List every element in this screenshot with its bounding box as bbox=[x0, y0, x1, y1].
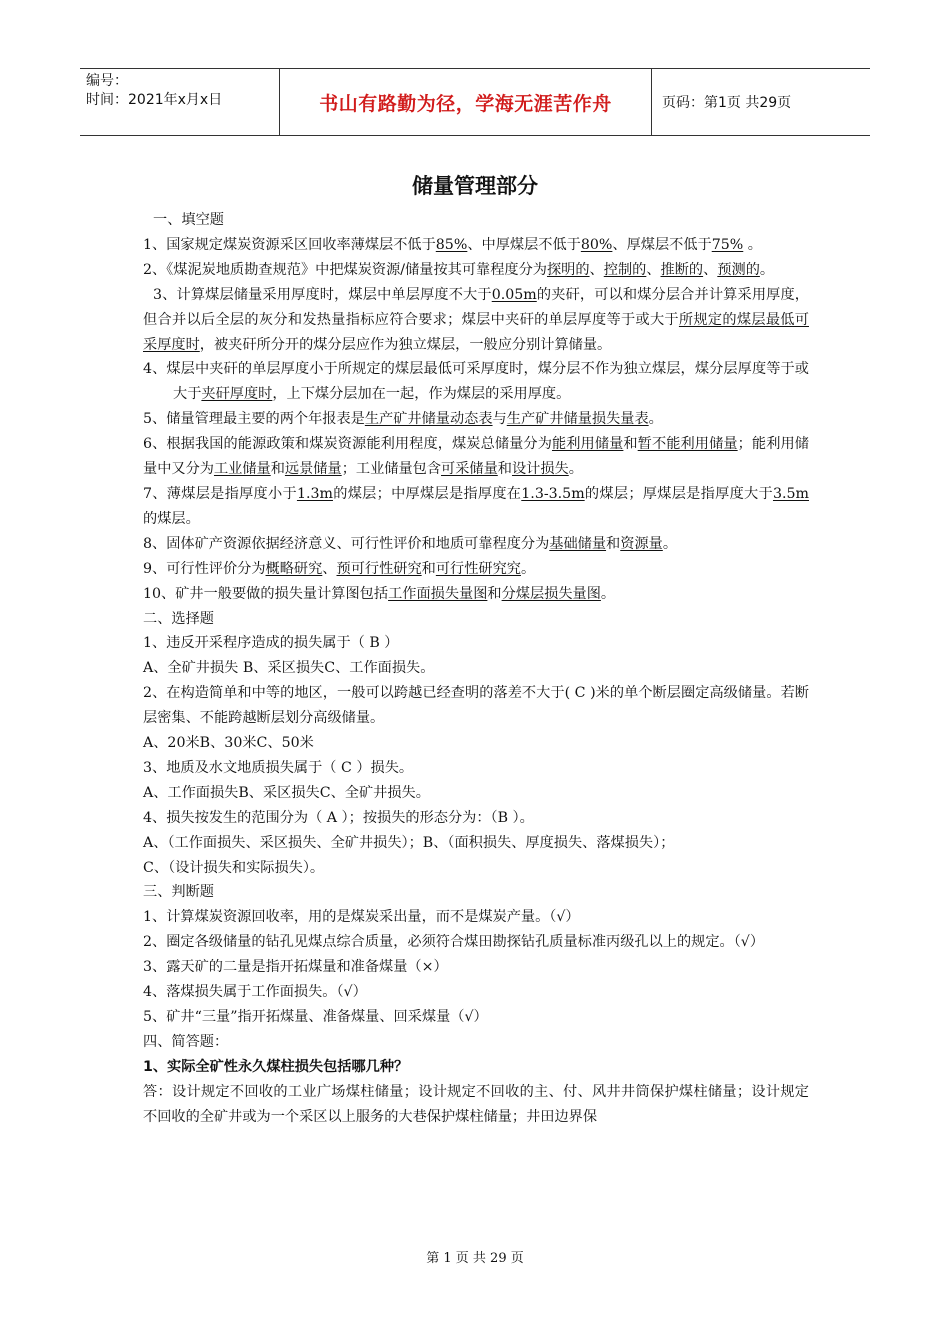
fill-question-1: 1、国家规定煤炭资源采区回收率薄煤层不低于85%、中厚煤层不低于80%、厚煤层不低于75% 。 bbox=[143, 236, 762, 253]
judge-line: 4、落煤损失属于工作面损失。（√） bbox=[143, 984, 367, 1001]
choice-line: C、（设计损失和实际损失）。 bbox=[143, 859, 325, 876]
section-heading-fill: 一、填空题 bbox=[153, 212, 224, 228]
page-footer: 第 1 页 共 29 页 bbox=[426, 1251, 524, 1266]
choice-line: 2、在构造简单和中等的地区，一般可以跨越已经查明的落差不大于( C )米的单个断层圈定高级储量。若断层密集、不能跨越断层划分高级储量。 bbox=[143, 685, 809, 727]
fill-question-8: 8、固体矿产资源依据经济意义、可行性评价和地质可靠程度分为基础储量和资源量。 bbox=[143, 535, 678, 552]
fill-question-4: 4、煤层中夹矸的单层厚度小于所规定的煤层最低可采厚度时，煤分层不作为独立煤层，煤分层厚度等于或大于夹矸厚度时，上下煤分层加在一起，作为煤层的采用厚度。 bbox=[143, 361, 809, 403]
choice-line: A、工作面损失B、采区损失C、全矿井损失。 bbox=[143, 784, 430, 801]
fill-question-2: 2、《煤泥炭地质勘查规范》中把煤炭资源/储量按其可靠程度分为探明的、控制的、推断的、预测的。 bbox=[143, 261, 775, 278]
fill-question-3: 3、计算煤层储量采用厚度时，煤层中单层厚度不大于0.05m的夹矸，可以和煤分层合并计算采用厚度，但合并以后全层的灰分和发热量指标应符合要求；煤层中夹矸的单层厚度等于或大于所规定的煤层最低可采厚度时，被夹矸所分开的煤分层应作为独立煤层，一般应分别计算储量。 bbox=[143, 286, 809, 353]
short-question-1: 1、实际全矿性永久煤柱损失包括哪几种？ bbox=[143, 1058, 409, 1075]
judge-line: 2、圈定各级储量的钻孔见煤点综合质量，必须符合煤田勘探钻孔质量标准丙级孔以上的规定。（√） bbox=[143, 934, 765, 951]
header-motto: 书山有路勤为径，学海无涯苦作舟 bbox=[280, 69, 652, 135]
header-page-info: 页码：第1页 共29页 bbox=[662, 95, 792, 111]
judge-line: 1、计算煤炭资源回收率，用的是煤炭采出量，而不是煤炭产量。（√） bbox=[143, 909, 580, 926]
judge-line: 5、矿井“三量”指开拓煤量、准备煤量、回采煤量（√） bbox=[143, 1009, 488, 1025]
date-label: 时间：2021年x月x日 bbox=[86, 92, 223, 108]
choice-line: 1、违反开采程序造成的损失属于（ B ） bbox=[143, 635, 399, 652]
choice-line: A、20米B、30米C、50米 bbox=[143, 735, 314, 752]
fill-question-5: 5、储量管理最主要的两个年报表是生产矿井储量动态表与生产矿井储量损失量表。 bbox=[143, 411, 663, 428]
page-title: 储量管理部分 bbox=[412, 174, 538, 198]
number-label: 编号： bbox=[86, 73, 128, 89]
choice-line: 3、地质及水文地质损失属于（ C ）损失。 bbox=[143, 759, 414, 776]
section-heading-short: 四、简答题： bbox=[143, 1033, 229, 1050]
header-table bbox=[80, 68, 870, 136]
header-meta bbox=[80, 69, 280, 135]
fill-question-10: 10、矿井一般要做的损失量计算图包括工作面损失量图和分煤层损失量图。 bbox=[143, 585, 616, 602]
document-body bbox=[143, 208, 809, 1130]
short-answer-1: 答：设计规定不回收的工业广场煤柱储量；设计规定不回收的主、付、风井井筒保护煤柱储量；设计规定不回收的全矿井或为一个采区以上服务的大巷保护煤柱储量；井田边界保 bbox=[143, 1083, 809, 1125]
choice-line: 4、损失按发生的范围分为（ A ）；按损失的形态分为：（B ）。 bbox=[143, 809, 534, 826]
fill-question-6: 6、根据我国的能源政策和煤炭资源能利用程度，煤炭总储量分为能利用储量和暂不能利用储量；能利用储量中又分为工业储量和远景储量；工业储量包含可采储量和设计损失。 bbox=[143, 436, 809, 478]
section-heading-choice: 二、选择题 bbox=[143, 610, 214, 627]
fill-question-9: 9、可行性评价分为概略研究、预可行性研究和可行性研究究。 bbox=[143, 560, 536, 577]
choice-line: A、（工作面损失、采区损失、全矿井损失）；B、（面积损失、厚度损失、落煤损失）； bbox=[143, 834, 675, 851]
fill-question-7: 7、薄煤层是指厚度小于1.3m的煤层；中厚煤层是指厚度在1.3-3.5m的煤层；厚煤层是指厚度大于3.5m的煤层。 bbox=[143, 485, 809, 527]
section-heading-judge: 三、判断题 bbox=[143, 884, 214, 901]
choice-line: A、全矿井损失 B、采区损失C、工作面损失。 bbox=[143, 660, 435, 677]
judge-line: 3、露天矿的二量是指开拓煤量和准备煤量（×） bbox=[143, 959, 448, 976]
